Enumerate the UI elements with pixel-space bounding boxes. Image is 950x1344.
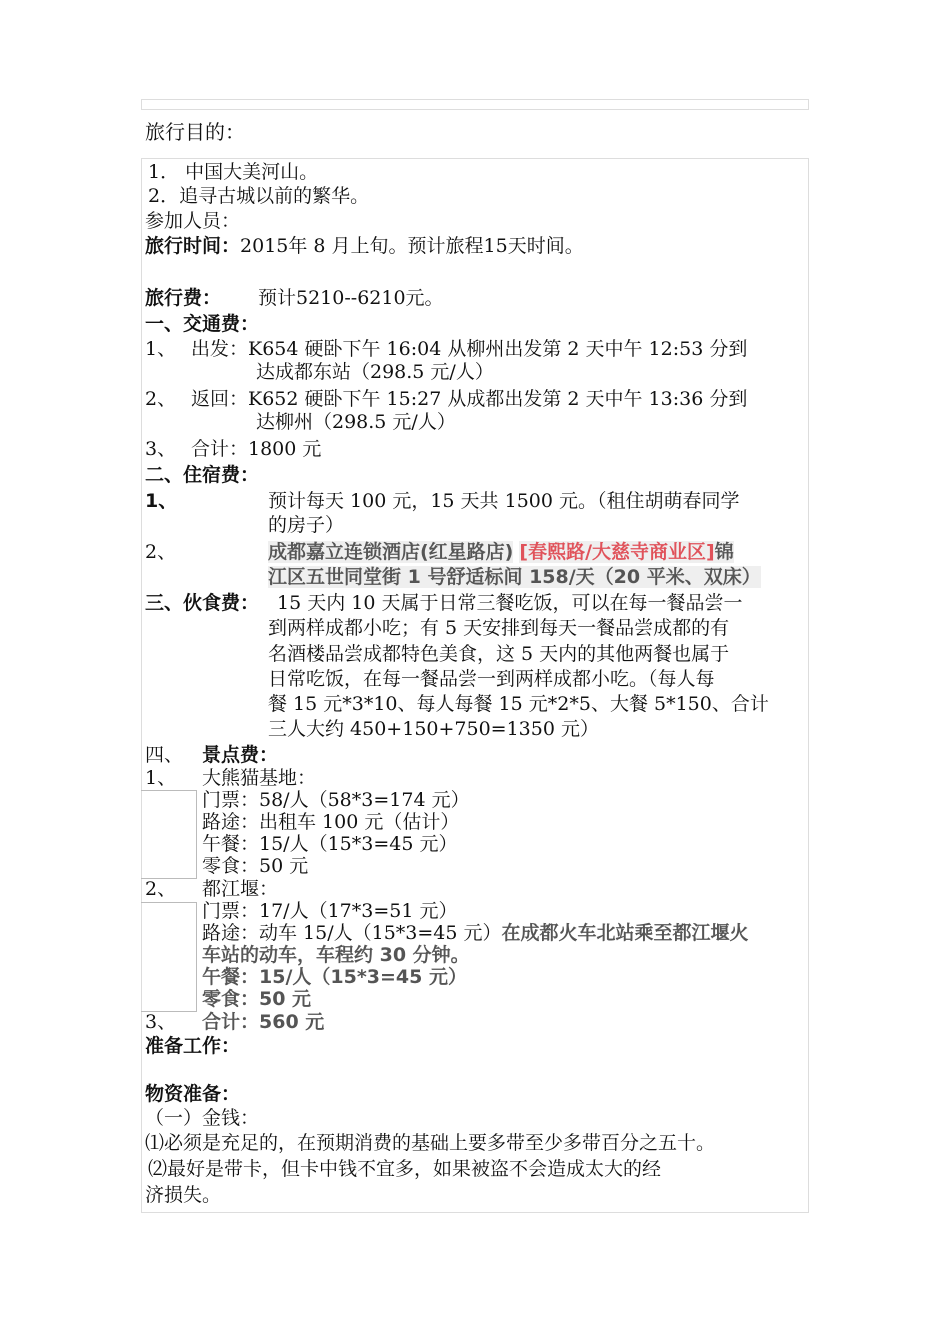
cost-row [145,286,221,310]
food-line: 15 天内 10 天属于日常三餐吃饭，可以在每一餐品尝一 [277,592,743,614]
hotel-name: 成都嘉立连锁酒店(红星路店) [268,541,514,563]
hotel-tail: 锦 [714,541,734,563]
purpose-item: 2．追寻古城以前的繁华。 [148,185,370,207]
time-label: 旅行时间： [145,235,241,257]
dj-lunch: 午餐：15/人（15*3=45 元） [202,966,467,988]
dj-name: 都江堰： [202,878,279,900]
transport-line: 达柳州（298.5 元/人） [256,411,456,433]
food-line: 三人大约 450+150+750=1350 元） [268,718,599,740]
panda-num: 1、 [145,767,177,789]
panda-bracket [141,790,197,879]
purpose-item: 1． 中国大美河山。 [148,161,319,183]
food-line: 到两样成都小吃；有 5 天安排到每天一餐品尝成都的有 [268,617,730,639]
dj-num: 2、 [145,878,177,900]
total-num: 3、 [145,1011,177,1033]
title: 旅行目的： [145,120,245,144]
hotel-address-text: 江区五世同堂街 1 号舒适标间 158/天（20 平米、双床） [268,566,761,588]
transport-line: 返回：K652 硬卧下午 15:27 从成都出发第 2 天中午 13:36 分到 [191,388,748,410]
transport-num: 2、 [145,388,177,410]
panda-line: 零食：50 元 [202,855,309,877]
dj-ticket: 门票：17/人（17*3=51 元） [202,900,458,922]
dj-snack: 零食：50 元 [202,988,312,1010]
transport-total: 合计：1800 元 [191,438,322,460]
dj-bracket [141,902,197,1012]
dj-route-a: 路途：动车 15/人（15*3=45 元） [202,922,502,944]
lodging-heading: 二、住宿费： [145,464,260,486]
panda-line: 门票：58/人（58*3=174 元） [202,789,470,811]
hotel-address [268,565,761,589]
sights-heading: 景点费： [202,744,279,766]
time-value: 2015年 8 月上旬。预计旅程15天时间。 [240,235,584,257]
food-line: 日常吃饭，在每一餐品尝一到两样成都小吃。（每人每 [268,668,715,690]
money-label: （一）金钱： [145,1107,260,1129]
food-line: 名酒楼品尝成都特色美食，这 5 天内的其他两餐也属于 [268,643,730,665]
dj-route-c: 车站的动车，车程约 30 分钟。 [202,944,470,966]
lodging-line: 预计每天 100 元，15 天共 1500 元。（租住胡萌春同学 [268,490,740,512]
panda-line: 午餐：15/人（15*3=45 元） [202,833,458,855]
money-line: ⑴必须是充足的，在预期消费的基础上要多带至少多带百分之五十。 [145,1132,716,1154]
lodging-num: 2、 [145,541,177,563]
lodging-line: 的房子） [268,514,345,536]
lodging-num: 1、 [145,490,178,512]
food-line: 餐 15 元*3*10、每人每餐 15 元*2*5、大餐 5*150、合计 [268,693,769,715]
cost-label: 旅行费： [145,287,222,309]
hotel-line [268,540,734,564]
sights-num: 四、 [145,744,184,766]
panda-line: 路途：出租车 100 元（估计） [202,811,460,833]
money-line: ⑵最好是带卡，但卡中钱不宜多，如果被盗不会造成太大的经 [148,1158,662,1180]
dj-route-b: 在成都火车北站乘至都江堰火 [501,922,749,944]
sights-total: 合计：560 元 [202,1011,325,1033]
prep-label: 准备工作： [145,1035,241,1057]
participants-label: 参加人员： [145,210,241,232]
food-heading: 三、伙食费： [145,592,260,614]
transport-heading: 一、交通费： [145,313,260,335]
cost-value: 预计5210--6210元。 [258,287,444,309]
time-row [145,234,584,258]
transport-line: 达成都东站（298.5 元/人） [256,361,494,383]
header-frame [141,99,809,110]
money-line: 济损失。 [145,1184,222,1206]
panda-name: 大熊猫基地： [202,767,317,789]
hotel-area: [春熙路/大慈寺商业区] [519,541,715,563]
transport-num: 3、 [145,438,177,460]
transport-line: 出发：K654 硬卧下午 16:04 从柳州出发第 2 天中午 12:53 分到 [191,338,748,360]
transport-num: 1、 [145,338,177,360]
dj-route [202,921,749,945]
material-label: 物资准备： [145,1083,241,1105]
